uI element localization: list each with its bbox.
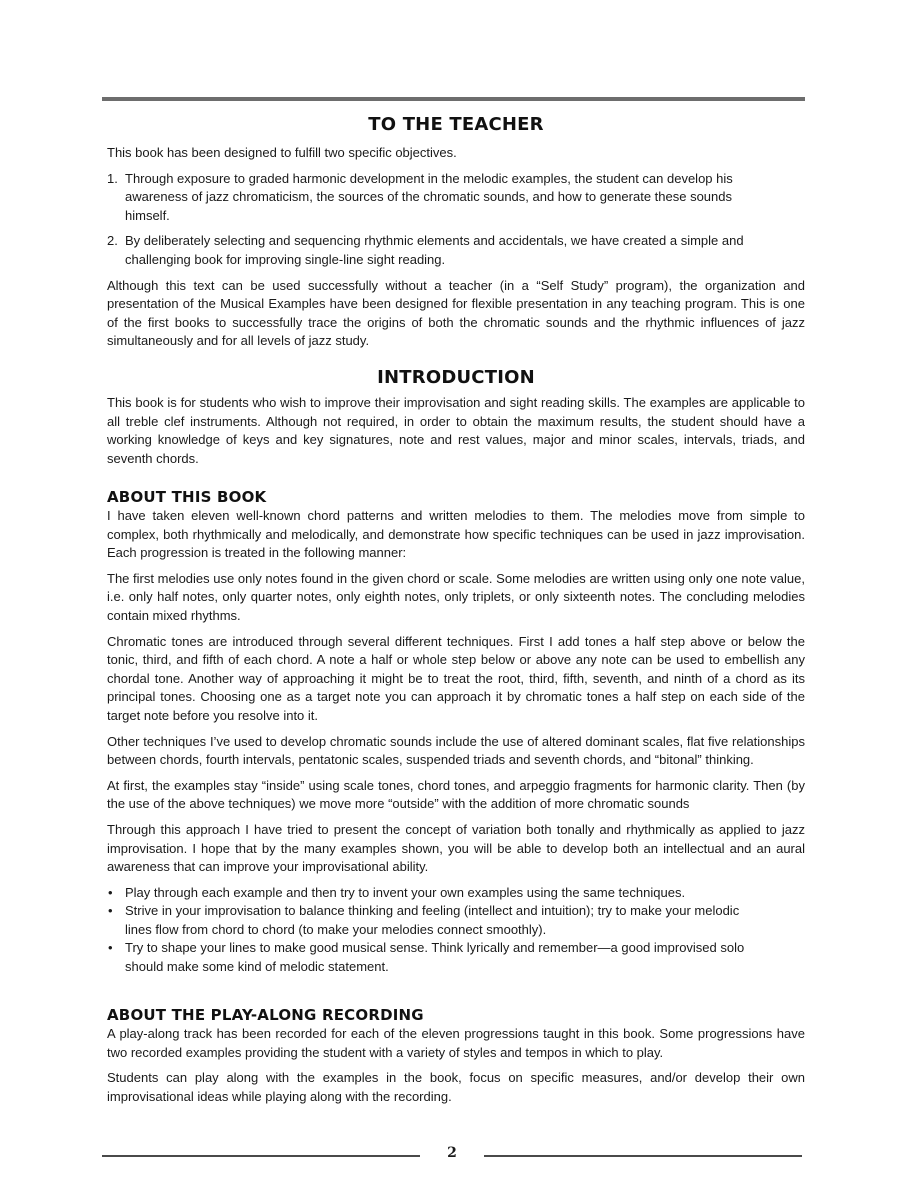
introduction-heading: INTRODUCTION [377, 367, 535, 388]
footer-rule-right [484, 1155, 802, 1157]
objective-number: 2. [107, 233, 118, 249]
teacher-closing: Although this text can be used successfully without a teacher (in a “Self Study” program), the organization and presentation of the Musical Examples have been designed for flexible presentation in any teaching program. This is one of the first books to successfully trace the origins of both the chromatic sounds and the rhythmic influences of jazz simultaneously and for all levels of jazz study. [107, 277, 805, 349]
playalong-paragraph: A play-along track has been recorded for each of the eleven progressions taught in this book. Some progressions have two recorded examples providing the student with a variety of styles and tempos in which to play. [107, 1026, 805, 1060]
playalong-paragraph: Students can play along with the examples in the book, focus on specific measures, and/or develop their own improvisational ideas while playing along with the recording. [107, 1070, 805, 1104]
about-heading: ABOUT THIS BOOK [107, 488, 267, 506]
page-number: 2 [447, 1145, 457, 1161]
header-rule [102, 97, 805, 101]
teacher-heading: TO THE TEACHER [368, 114, 544, 135]
introduction-section [107, 367, 805, 468]
objective-text: Through exposure to graded harmonic development in the melodic examples, the student can develop his awareness of jazz chromaticism, the sources of the chromatic sounds, and how to generate these sounds himself. [125, 170, 733, 223]
tip-item: • Strive in your improvisation to balance thinking and feeling (intellect and intuition); try to make your melodic lines flow from chord to chord (to make your melodies connect smoothly). [107, 902, 765, 939]
objective-item [107, 170, 805, 226]
tips-list [107, 884, 805, 977]
about-paragraph: Other techniques I’ve used to develop chromatic sounds include the use of altered dominant scales, flat five relationships between chords, fourth intervals, pentatonic scales, suspended triads and seventh chords, and “bitonal” thinking. [107, 733, 805, 768]
about-section [107, 488, 805, 977]
introduction-text: This book is for students who wish to improve their improvisation and sight reading skills. The examples are applicable to all treble clef instruments. Although not required, in order to obtain the maximum results, the student should have a working knowledge of keys and key signatures, note and rest values, major and minor scales, intervals, triads, and seventh chords. [107, 395, 805, 466]
teacher-intro: This book has been designed to fulfill two specific objectives. [107, 145, 457, 160]
about-paragraph: Through this approach I have tried to present the concept of variation both tonally and rhythmically as applied to jazz improvisation. I hope that by the many examples shown, you will be able to develop both an intellectual and an aural awareness that can improve your improvisational ability. [107, 821, 805, 875]
tip-item: • Try to shape your lines to make good musical sense. Think lyrically and remember—a good improvised solo should make some kind of melodic statement. [107, 939, 765, 976]
objectives-list [107, 170, 805, 270]
objective-number: 1. [107, 170, 118, 186]
objective-text: By deliberately selecting and sequencing rhythmic elements and accidentals, we have created a simple and challenging book for improving single-line sight reading. [125, 233, 744, 267]
about-paragraph: The first melodies use only notes found in the given chord or scale. Some melodies are written using only one note value, i.e. only half notes, only quarter notes, only eighth notes, only triplets, or only sixteenth notes. The concluding melodies contain mixed rhythms. [107, 570, 805, 623]
footer-rule-left [102, 1155, 420, 1157]
about-paragraph: Chromatic tones are introduced through several different techniques. First I add tones a half step above or below the tonic, third, and fifth of each chord. A note a half or whole step below or above any note can be used to embellish any chordal tone. Another way of approaching it might be to treat the root, third, fifth, seventh, and ninth of a chord as its principal tones. Choosing one as a target note you can approach it by chromatic tones a half step on each side of the target note before you resolve into it. [107, 633, 805, 723]
objective-item [107, 232, 805, 269]
about-paragraph: At first, the examples stay “inside” using scale tones, chord tones, and arpeggio fragments for harmonic clarity. Then (by the use of the above techniques) we move more “outside” with the addition of more chromatic sounds [107, 777, 805, 812]
playalong-section [107, 1006, 805, 1106]
about-paragraph: I have taken eleven well-known chord patterns and written melodies to them. The melodies move from simple to complex, both rhythmically and melodically, and demonstrate how specific techniques can be used in jazz improvisation. Each progression is treated in the following manner: [107, 508, 805, 561]
teacher-section [107, 114, 805, 351]
playalong-heading: ABOUT THE PLAY-ALONG RECORDING [107, 1006, 424, 1024]
tip-item: • Play through each example and then try to invent your own examples using the same techniques. [107, 884, 765, 903]
